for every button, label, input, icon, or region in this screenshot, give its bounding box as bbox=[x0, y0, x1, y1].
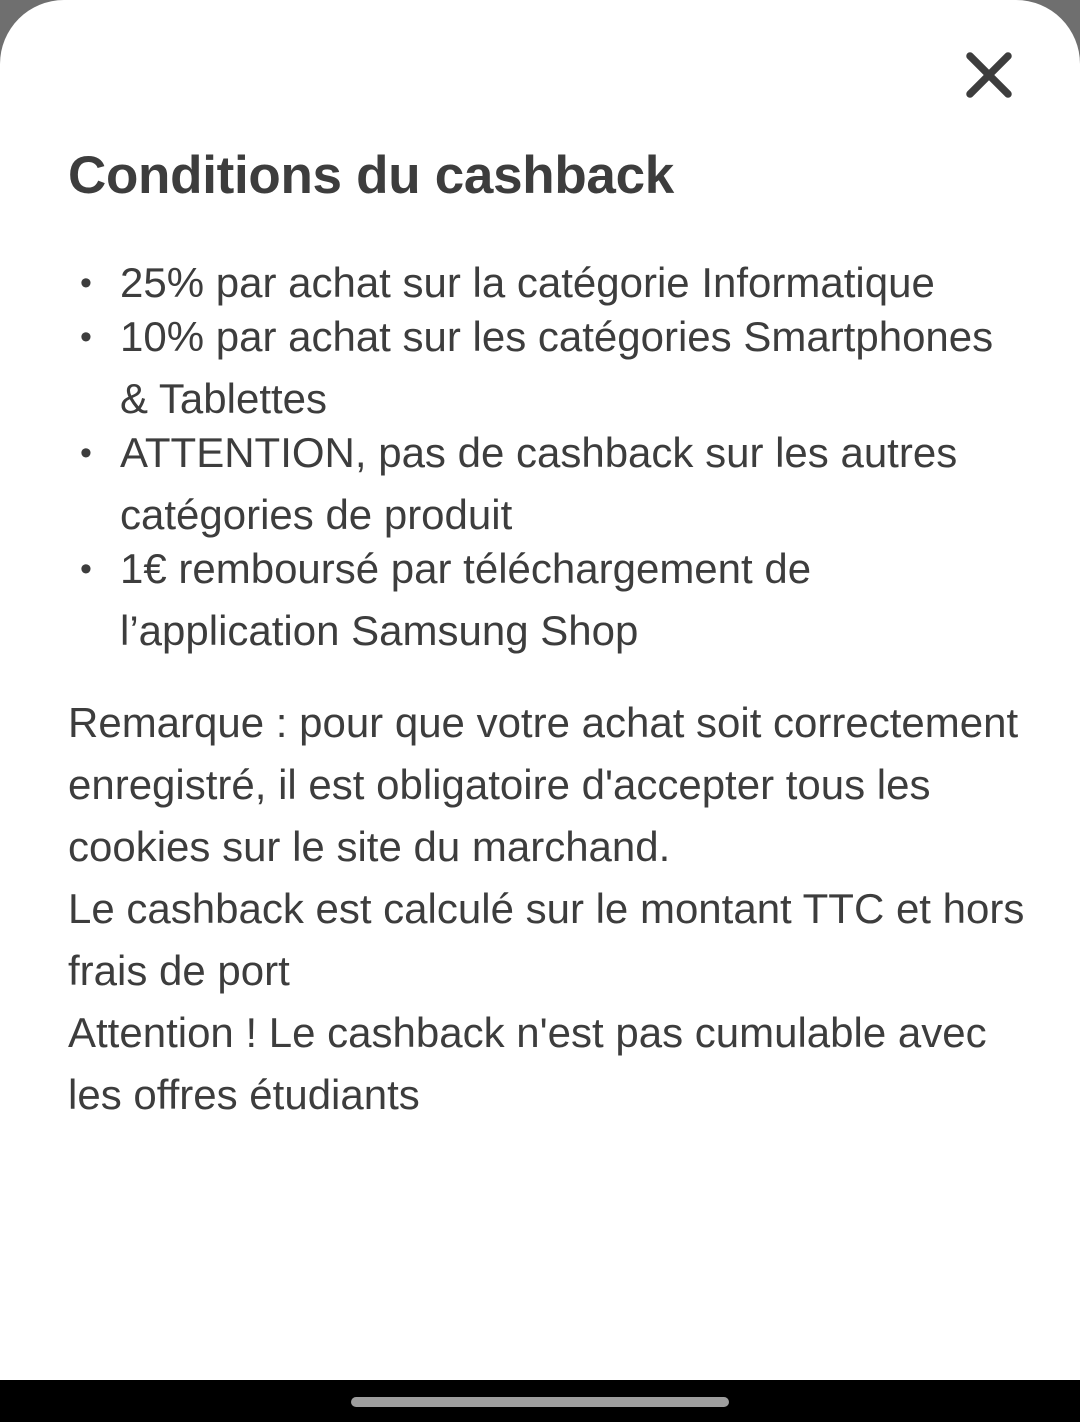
bullet-icon: • bbox=[80, 550, 92, 588]
remark-students: Attention ! Le cashback n'est pas cumulable avec les offres étudiants bbox=[68, 1009, 987, 1118]
condition-text: 10% par achat sur les catégories Smartphones & Tablettes bbox=[120, 313, 994, 422]
system-navigation-bar bbox=[0, 1380, 1080, 1422]
dialog-title: Conditions du cashback bbox=[68, 146, 674, 205]
condition-text: ATTENTION, pas de cashback sur les autres catégories de produit bbox=[120, 429, 958, 538]
home-indicator[interactable] bbox=[351, 1397, 729, 1407]
bullet-icon: • bbox=[80, 318, 92, 356]
condition-text: 25% par achat sur la catégorie Informatique bbox=[120, 259, 935, 306]
bullet-icon: • bbox=[80, 434, 92, 472]
condition-item bbox=[68, 252, 1028, 314]
condition-item bbox=[68, 422, 1028, 546]
remark-cookies: Remarque : pour que votre achat soit correctement enregistré, il est obligatoire d'accepter tous les cookies sur le site du marchand. bbox=[68, 699, 1019, 870]
remark-ttc: Le cashback est calculé sur le montant TTC et hors frais de port bbox=[68, 885, 1025, 994]
conditions-list bbox=[68, 252, 1028, 654]
remarks-section bbox=[68, 692, 1028, 1126]
bullet-icon: • bbox=[80, 264, 92, 302]
close-button[interactable] bbox=[956, 42, 1022, 108]
condition-item bbox=[68, 538, 1028, 662]
condition-text: 1€ remboursé par téléchargement de l’application Samsung Shop bbox=[120, 545, 812, 654]
condition-item bbox=[68, 306, 1028, 430]
close-icon bbox=[964, 50, 1014, 100]
